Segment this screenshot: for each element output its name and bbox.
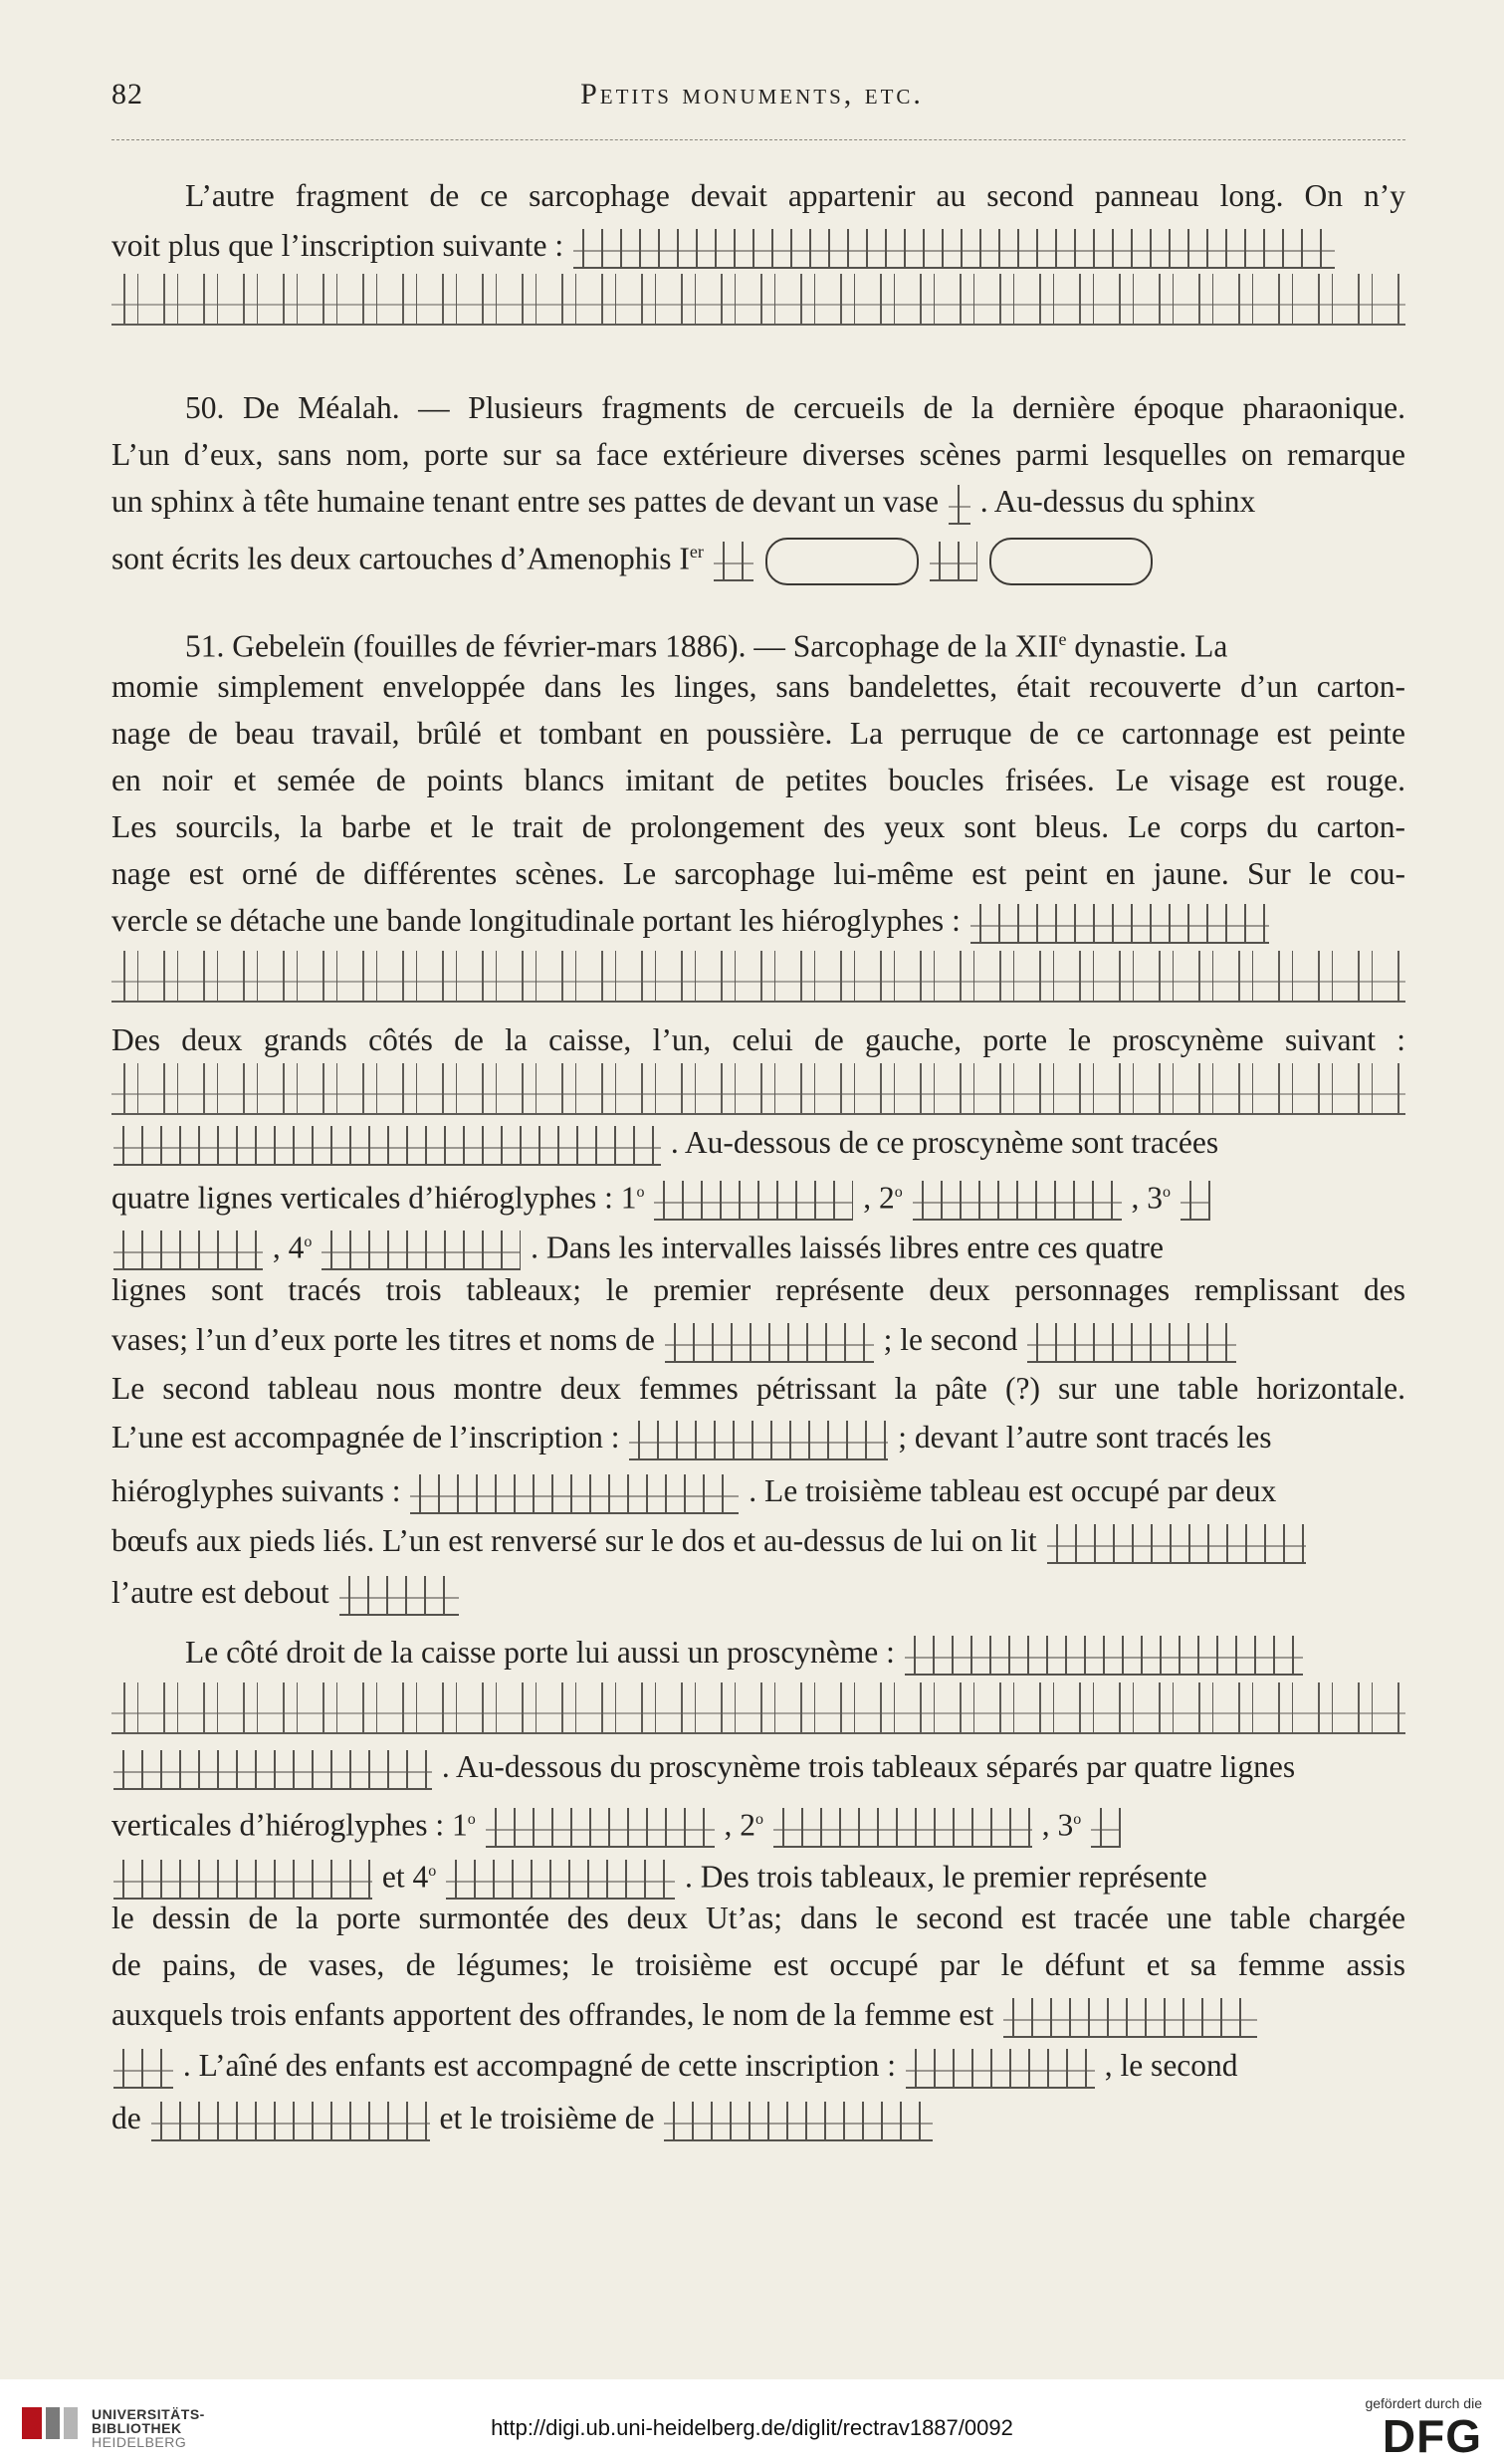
text-line: Les sourcils, la barbe et le trait de prolongement des yeux sont bleus. Le corps du carton- [111,809,1405,844]
superscript: o [894,1184,903,1201]
hieroglyph-inscription [339,1576,459,1616]
hieroglyph-name [1027,1323,1236,1363]
text-span: . Au-dessous du proscynème trois tableaux séparés par quatre lignes [441,1749,1296,1784]
text-line: nage de beau travail, brûlé et tombant en poussière. La perruque de ce cartonnage est peinte [111,716,1405,751]
text-span: quatre lignes verticales d’hiéroglyphes : 1 [111,1180,637,1216]
text-span: . Des trois tableaux, le premier représente [684,1859,1207,1895]
text-line [111,901,1405,944]
hieroglyph-row [111,1063,1405,1115]
text-line: le dessin de la porte surmontée des deux Ut’as; dans le second est tracée une table chargée [111,1901,1405,1935]
text-line [111,1521,1405,1564]
text-span: 51. Gebeleïn (fouilles de février-mars 1886). — Sarcophage de la XII [185,628,1059,664]
cartouche [989,538,1153,585]
funding-text: gefördert durch die [1365,2395,1482,2411]
superscript: o [755,1811,764,1828]
text-line [111,1995,1405,2038]
hieroglyph-inscription [629,1421,888,1460]
text-line: Des deux grands côtés de la caisse, l’un, celui de gauche, porte le proscynème suivant : [111,1022,1405,1057]
hieroglyph-inscription [906,2049,1095,2089]
hieroglyph-row [111,274,1405,326]
superscript: e [1058,629,1067,649]
superscript: er [689,542,704,561]
text-span: , 3 [1131,1180,1163,1216]
text-span: et 4 [381,1859,429,1895]
hieroglyph-line [446,1860,675,1900]
superscript: o [428,1863,437,1880]
text-span: sont écrits les deux cartouches d’Amenophis I [111,541,690,576]
text-line: L’autre fragment de ce sarcophage devait appartenir au second panneau long. On n’y [185,178,1405,213]
text-line [111,482,1405,525]
text-span: ; le second [883,1322,1018,1357]
library-name-line: HEIDELBERG [92,2434,187,2450]
hieroglyph-line [1181,1181,1210,1221]
text-span: . Dans les intervalles laissés libres entre ces quatre [531,1230,1165,1265]
superscript: o [1073,1811,1082,1828]
hieroglyph-line [113,1860,372,1900]
text-span: bœufs aux pieds liés. L’un est renversé sur le dos et au-dessus de lui on lit [111,1523,1037,1558]
vase-hieroglyph [949,485,970,525]
hieroglyph-inscription [573,229,1335,269]
hieroglyph-inscription [664,2102,933,2141]
text-line [111,1800,1405,1848]
superscript: o [467,1811,476,1828]
header-rule [111,139,1405,140]
cartouche [765,538,919,585]
hieroglyph-line [913,1181,1122,1221]
text-span: un sphinx à tête humaine tenant entre ses pattes de devant un vase [111,484,939,519]
text-line [111,1173,1405,1221]
text-line [111,1320,1405,1363]
text-span: vases; l’un d’eux porte les titres et noms de [111,1322,655,1357]
superscript: o [304,1233,313,1250]
hieroglyph-row [111,951,1405,1003]
text-span: . L’aîné des enfants est accompagné de cette inscription : [182,2048,896,2083]
text-span: . Le troisième tableau est occupé par deux [749,1473,1277,1508]
text-line [111,532,1405,585]
text-span: Le côté droit de la caisse porte lui aussi un proscynème : [185,1635,895,1670]
text-line [185,1633,1405,1676]
hieroglyph-inscription [113,1126,661,1166]
text-line: 50. De Méalah. — Plusieurs fragments de cercueils de la dernière époque pharaonique. [185,390,1405,425]
text-span: L’une est accompagnée de l’inscription : [111,1420,620,1455]
superscript: o [1162,1184,1171,1201]
text-line [111,1852,1405,1900]
text-line: de pains, de vases, de légumes; le troisième est occupé par le défunt et sa femme assis [111,1947,1405,1982]
superscript: o [636,1184,645,1201]
text-line [111,1573,1405,1616]
text-line [111,2046,1405,2089]
library-name-line: BIBLIOTHEK [92,2420,182,2436]
text-span: de [111,2101,141,2135]
running-title: Petits monuments, etc. [580,78,924,111]
hieroglyph-line [1091,1808,1121,1848]
text-line [111,1223,1405,1270]
text-line: lignes sont tracés trois tableaux; le premier représente deux personnages remplissant des [111,1272,1405,1307]
hieroglyph-inscription [905,1636,1303,1676]
text-span: voit plus que l’inscription suivante : [111,228,564,263]
hieroglyph-inscription [410,1474,739,1514]
text-line [111,1123,1405,1166]
text-line: momie simplement enveloppée dans les linges, sans bandelettes, était recouverte d’un carton- [111,669,1405,704]
hieroglyph-inscription [1047,1524,1306,1564]
hieroglyph-name [665,1323,874,1363]
hieroglyph-row [111,1682,1405,1734]
text-span: dynastie. La [1066,628,1228,664]
text-line: nage est orné de différentes scènes. Le sarcophage lui-même est peint en jaune. Sur le cou- [111,856,1405,891]
text-span: . Au-dessous de ce proscynème sont tracées [670,1125,1219,1160]
hieroglyph-line [322,1231,521,1270]
library-name-line: UNIVERSITÄTS- [92,2406,205,2422]
text-line [111,1418,1405,1460]
text-line: L’un d’eux, sans nom, porte sur sa face extérieure diverses scènes parmi lesquelles on remarque [111,437,1405,472]
hieroglyph-name [113,2049,173,2089]
text-line [111,1471,1405,1514]
hieroglyph-line [773,1808,1032,1848]
text-line [111,2099,1405,2141]
permalink-url[interactable]: http://digi.ub.uni-heidelberg.de/diglit/rectrav1887/0092 [491,2415,1013,2440]
text-span: et le troisième de [439,2101,655,2135]
text-span: ; devant l’autre sont tracés les [898,1420,1272,1455]
hieroglyph-inscription [151,2102,430,2141]
hieroglyph-group [714,542,753,581]
text-span: , 4 [272,1230,305,1265]
text-span: . Au-dessus du sphinx [979,484,1256,519]
text-line: Le second tableau nous montre deux femmes pétrissant la pâte (?) sur une table horizontale. [111,1371,1405,1406]
text-line [185,619,1405,667]
hieroglyph-line [113,1231,263,1270]
text-span: verticales d’hiéroglyphes : 1 [111,1807,468,1843]
hieroglyph-group [930,542,977,581]
text-span: l’autre est debout [111,1575,329,1610]
text-span: , 2 [724,1807,756,1843]
text-line [111,226,1405,269]
text-span: auxquels trois enfants apportent des offrandes, le nom de la femme est [111,1997,994,2032]
text-line [111,1747,1405,1790]
page-number: 82 [111,78,143,111]
hieroglyph-inscription [970,904,1269,944]
footer-bar [0,2379,1504,2464]
hieroglyph-name [1003,1998,1257,2038]
dfg-logo: DFG [1382,2410,1482,2462]
text-span: , 2 [863,1180,895,1216]
text-line: en noir et semée de points blancs imitant de petites boucles frisées. Le visage est rouge. [111,763,1405,797]
hieroglyph-line [486,1808,715,1848]
hieroglyph-line [654,1181,853,1221]
text-span: hiéroglyphes suivants : [111,1473,401,1508]
text-span: , le second [1104,2048,1238,2083]
text-span: , 3 [1041,1807,1074,1843]
text-span: vercle se détache une bande longitudinale portant les hiéroglyphes : [111,903,961,938]
hieroglyph-inscription [113,1750,432,1790]
